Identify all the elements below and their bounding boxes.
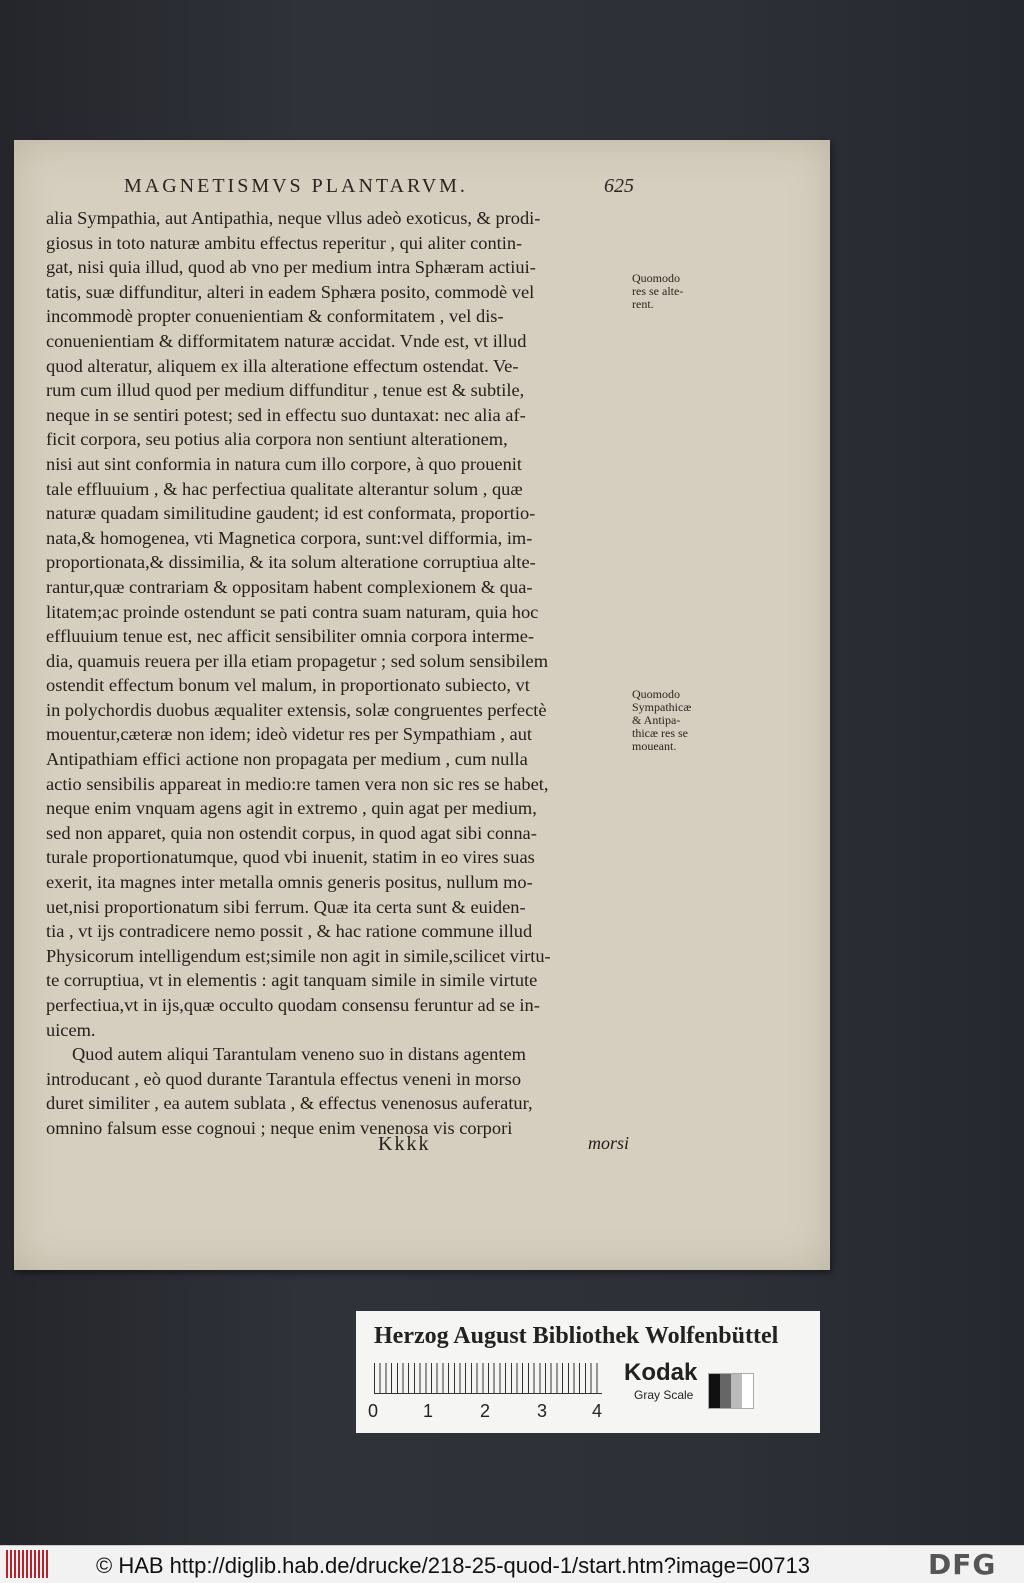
ruler-tick-label: 1 — [423, 1401, 434, 1421]
text-line: nata,& homogenea, vti Magnetica corpora, sunt:vel difformia, im- — [46, 527, 533, 548]
ruler-tick-label: 3 — [537, 1401, 548, 1421]
kodak-logo: Kodak — [624, 1359, 698, 1386]
text-line: Quod autem aliqui Tarantulam veneno suo in distans agentem — [72, 1044, 526, 1065]
text-line: omnino falsum esse cognoui ; neque enim venenosa vis corpori — [46, 1117, 513, 1138]
margin-note-2 — [632, 688, 691, 753]
text-line: rum cum illud quod per medium diffunditur , tenue est & subtile, — [46, 380, 525, 401]
margin-note-line: Quomodo — [632, 271, 680, 285]
text-line: neque enim vnquam agens agit in extremo , quin agat per medium, — [46, 798, 537, 819]
text-line: neque in se sentiri potest; sed in effectu suo duntaxat: nec alia af- — [46, 404, 526, 425]
gray-scale-swatch — [708, 1373, 754, 1409]
ruler-tick-label: 4 — [592, 1401, 603, 1421]
ruler-scale — [374, 1363, 602, 1394]
text-line: quod alteratur, aliquem ex illa alteratione effectum ostendat. Ve- — [46, 355, 519, 376]
library-name: Herzog August Bibliothek Wolfenbüttel — [374, 1323, 779, 1349]
gray-scale-label: Gray Scale — [634, 1388, 694, 1402]
text-line: exerit, ita magnes inter metalla omnis generis positus, nullum mo- — [46, 872, 533, 893]
footer-bar — [0, 1545, 1024, 1583]
margin-note-line: res se alte- — [632, 284, 684, 298]
book-page — [14, 140, 830, 1270]
body-text — [46, 206, 646, 1141]
margin-note-line: rent. — [632, 297, 654, 311]
text-line: sed non apparet, quia non ostendit corpus, in quod agat sibi conna- — [46, 822, 537, 843]
text-line: uet,nisi proportionatum sibi ferrum. Quæ ita certa sunt & euiden- — [46, 896, 526, 917]
text-line: nisi aut sint conformia in natura cum illo corpore, à quo prouenit — [46, 453, 522, 474]
text-line: incommodè propter conuenientiam & conformitatem , vel dis- — [46, 306, 504, 327]
margin-note-1 — [632, 272, 683, 311]
signature-mark: Kkkk — [378, 1133, 431, 1155]
text-line: actio sensibilis appareat in medio:re tamen vera non sic res se habet, — [46, 773, 549, 794]
margin-note-line: Sympathicæ — [632, 700, 692, 714]
text-line: ficit corpora, seu potius alia corpora non sentiunt alterationem, — [46, 429, 508, 450]
text-line: litatem;ac proinde ostendunt se pati contra suam naturam, quia hoc — [46, 601, 539, 622]
text-line: giosus in toto naturæ ambitu effectus reperitur , qui aliter contin- — [46, 232, 523, 253]
text-line: tatis, suæ diffunditur, alteri in eadem Sphæra posito, commodè vel — [46, 281, 535, 302]
text-line: rantur,quæ contrariam & oppositam habent complexionem & qua- — [46, 576, 533, 597]
text-line: dia, quamuis reuera per illa etiam propagetur ; sed solum sensibilem — [46, 650, 549, 671]
text-line: turale proportionatumque, quod vbi inuenit, statim in eo vires suas — [46, 847, 535, 868]
text-line: alia Sympathia, aut Antipathia, neque vllus adeò exoticus, & prodi- — [46, 208, 541, 228]
ruler-tick-label: 2 — [480, 1401, 491, 1421]
margin-note-line: thicæ res se — [632, 726, 688, 740]
dfg-logo: DFG — [928, 1548, 997, 1581]
margin-note-line: Quomodo — [632, 687, 680, 701]
text-line: conuenientiam & difformitatem naturæ accidat. Vnde est, vt illud — [46, 330, 527, 351]
text-line: mouentur,cæteræ non idem; ideò videtur res per Sympathiam , aut — [46, 724, 532, 745]
text-line: duret similiter , ea autem sublata , & effectus venenosus auferatur, — [46, 1093, 533, 1114]
text-line: proportionata,& dissimilia, & ita solum alteratione corruptiua alte- — [46, 552, 536, 573]
text-line: naturæ quadam similitudine gaudent; id est conformata, proportio- — [46, 503, 536, 524]
text-line: effluuium tenue est, nec afficit sensibiliter omnia corpora interme- — [46, 626, 535, 647]
footer-url[interactable]: © HAB http://diglib.hab.de/drucke/218-25-quod-1/start.htm?image=00713 — [96, 1553, 810, 1578]
text-line: perfectiua,vt in ijs,quæ occulto quodam consensu feruntur ad se in- — [46, 995, 540, 1015]
text-line: te corruptiua, vt in elementis : agit tanquam simile in simile virtute — [46, 970, 538, 991]
text-line: in polychordis duobus æqualiter extensis, solæ congruentes perfectè — [46, 699, 547, 720]
text-line: ostendit effectum bonum vel malum, in proportionato subiecto, vt — [46, 675, 530, 696]
margin-note-line: moueant. — [632, 739, 677, 753]
running-head: MAGNETISMVS PLANTARVM. — [124, 175, 468, 197]
margin-note-line: & Antipa- — [632, 713, 681, 727]
text-line: Antipathiam effici actione non propagata per medium , cum nulla — [46, 749, 528, 770]
barcode-icon — [6, 1550, 48, 1578]
text-line: uicem. — [46, 1019, 96, 1040]
ruler-tick-label: 0 — [368, 1401, 379, 1421]
text-line: tia , vt ijs contradicere nemo possit , & hac ratione commune illud — [46, 921, 533, 942]
text-line: tale effluuium , & hac perfectiua qualitate alterantur solum , quæ — [46, 478, 523, 499]
text-line: introducant , eò quod durante Tarantula effectus veneni in morso — [46, 1068, 522, 1089]
page-number: 625 — [604, 175, 634, 197]
text-line: gat, nisi quia illud, quod ab vno per medium intra Sphæram actiui- — [46, 257, 536, 278]
color-ruler-card — [356, 1311, 820, 1433]
catchword: morsi — [588, 1133, 630, 1153]
text-line: Physicorum intelligendum est;simile non agit in simile,scilicet virtu- — [46, 945, 551, 966]
